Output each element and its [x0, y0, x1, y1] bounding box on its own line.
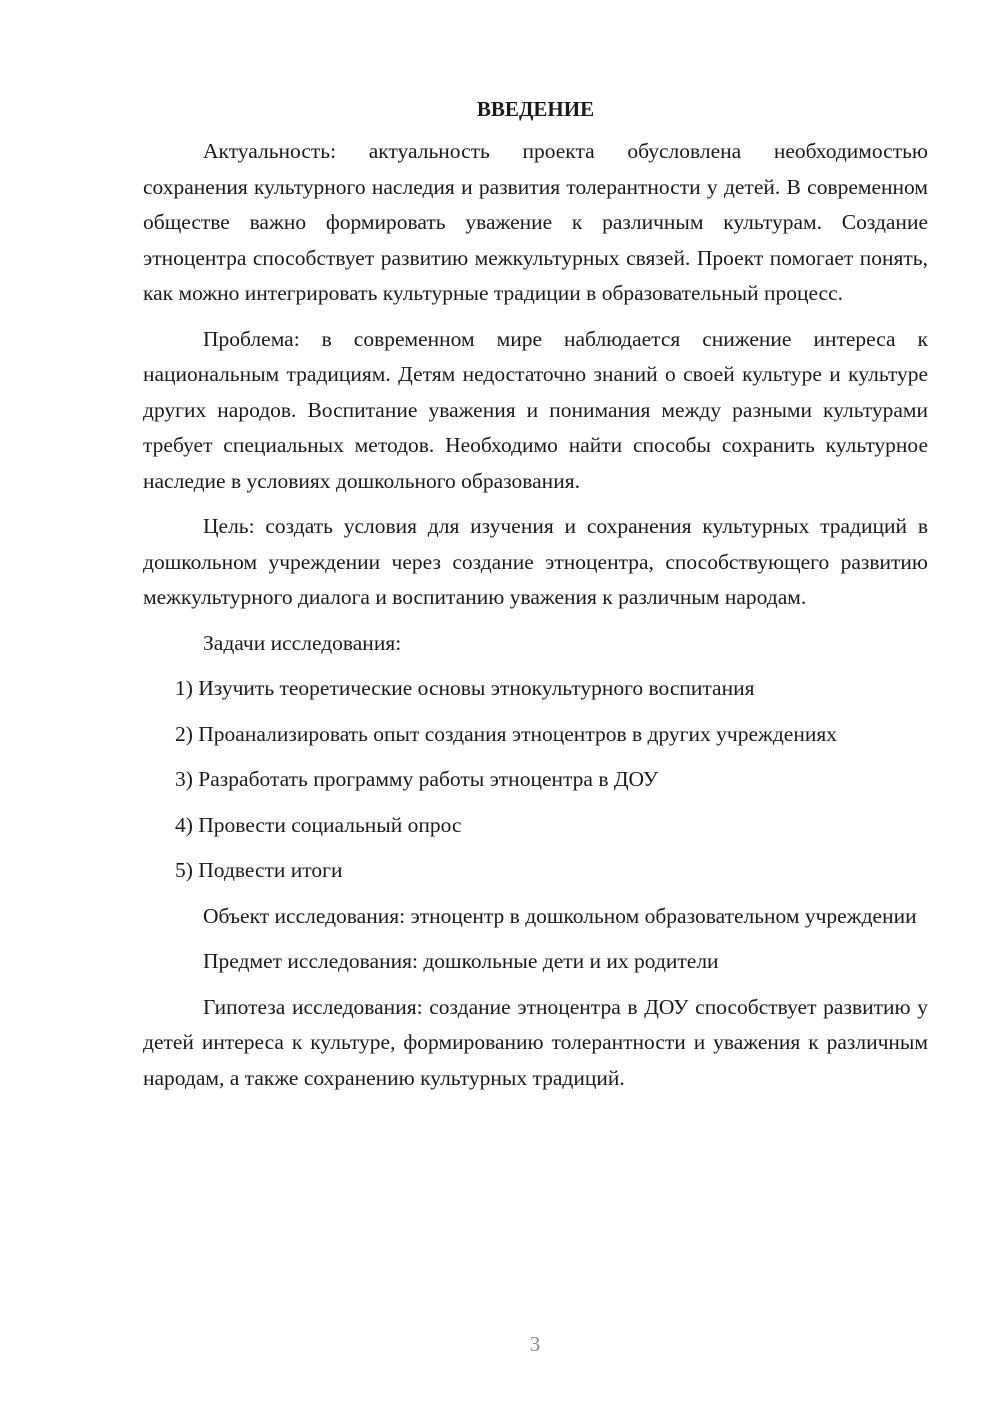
- paragraph-subject: Предмет исследования: дошкольные дети и их родители: [203, 949, 719, 973]
- document-page: [143, 90, 928, 1106]
- paragraph-goal: Цель: создать условия для изучения и сохранения культурных традиций в дошкольном учреждении через создание этноцентра, способствующего развитию межкультурного диалога и воспитанию уважения к различным народам.: [143, 514, 928, 609]
- task-item-1: 1) Изучить теоретические основы этнокультурного воспитания: [175, 676, 755, 700]
- paragraph-hypothesis: Гипотеза исследования: создание этноцентра в ДОУ способствует развитию у детей интереса к культуре, формированию толерантности и уважения к различным народам, а также сохранению культурных традиций.: [143, 994, 928, 1090]
- page-title: ВВЕДЕНИЕ: [476, 97, 595, 121]
- task-item-4: 4) Провести социальный опрос: [175, 812, 462, 837]
- paragraph-object: Объект исследования: этноцентр в дошкольном образовательном учреждении: [203, 903, 917, 928]
- tasks-heading: Задачи исследования:: [203, 630, 402, 655]
- task-item-3: 3) Разработать программу работы этноцентра в ДОУ: [175, 767, 659, 791]
- page-number: 3: [529, 1332, 541, 1356]
- paragraph-problem: Проблема: в современном мире наблюдается снижение интереса к национальным традициям. Детям недостаточно знаний о своей культуре и культуре других народов. Воспитание уважения и понимания между разными культурами требует специальных методов. Необходимо найти способы сохранить культурное наследие в условиях дошкольного образования.: [143, 326, 928, 493]
- paragraph-relevance: Актуальность: актуальность проекта обусловлена необходимостью сохранения культурного наследия и развития толерантности у детей. В современном обществе важно формировать уважение к различным культурам. Создание этноцентра способствует развитию межкультурных связей. Проект помогает понять, как можно интегрировать культурные традиции в образовательный процесс.: [143, 139, 928, 305]
- task-item-5: 5) Подвести итоги: [175, 858, 343, 882]
- task-item-2: 2) Проанализировать опыт создания этноцентров в других учреждениях: [175, 721, 837, 746]
